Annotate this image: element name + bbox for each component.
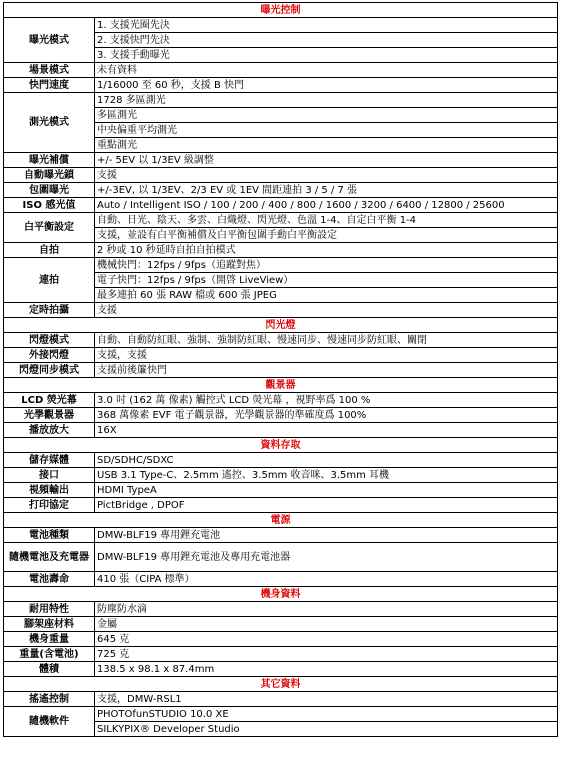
spec-row (4, 662, 558, 677)
spec-value: 725 克 (95, 647, 558, 662)
spec-value: 410 張（CIPA 標準） (95, 572, 558, 587)
spec-label: 播放放大 (4, 423, 95, 438)
spec-value: 自動、自動防紅眼、強制、強制防紅眼、慢速同步、慢速同步防紅眼、關閉 (95, 333, 558, 348)
spec-value: 自動、日光、陰天、多雲、白熾燈、閃光燈、色溫 1-4、自定白平衡 1-4 (95, 213, 558, 228)
spec-label: 閃燈同步模式 (4, 363, 95, 378)
spec-row (4, 78, 558, 93)
spec-label: 電池種類 (4, 528, 95, 543)
section-header-row (4, 513, 558, 528)
spec-label: 包圍曝光 (4, 183, 95, 198)
spec-row (4, 243, 558, 258)
spec-label: 外接閃燈 (4, 348, 95, 363)
spec-table (3, 2, 558, 737)
spec-value: 防塵防水滴 (95, 602, 558, 617)
spec-value: 機械快門：12fps / 9fps（追蹤對焦） (95, 258, 558, 273)
spec-label: 腳架座材料 (4, 617, 95, 632)
spec-row (4, 63, 558, 78)
spec-label: 接口 (4, 468, 95, 483)
spec-row (4, 408, 558, 423)
spec-value: 支援前後簾快門 (95, 363, 558, 378)
spec-row (4, 333, 558, 348)
spec-label: 場景模式 (4, 63, 95, 78)
section-title: 觀景器 (4, 378, 558, 393)
spec-label: 自拍 (4, 243, 95, 258)
spec-value: PictBridge , DPOF (95, 498, 558, 513)
spec-row (4, 168, 558, 183)
spec-value: 1728 多區測光 (95, 93, 558, 108)
spec-label: 光學觀景器 (4, 408, 95, 423)
spec-row (4, 543, 558, 572)
section-title: 資料存取 (4, 438, 558, 453)
spec-label: 白平衡設定 (4, 213, 95, 243)
spec-row (4, 453, 558, 468)
spec-value: HDMI TypeA (95, 483, 558, 498)
spec-value: 1/16000 至 60 秒，支援 B 快門 (95, 78, 558, 93)
spec-row (4, 183, 558, 198)
spec-row (4, 213, 558, 228)
spec-row (4, 692, 558, 707)
spec-value: 2 秒或 10 秒延時自拍自拍模式 (95, 243, 558, 258)
spec-label: 儲存媒體 (4, 453, 95, 468)
spec-row (4, 632, 558, 647)
spec-label: 曝光補償 (4, 153, 95, 168)
spec-value: SILKYPIX® Developer Studio (95, 722, 558, 737)
spec-label: 閃燈模式 (4, 333, 95, 348)
spec-row (4, 348, 558, 363)
spec-row (4, 468, 558, 483)
spec-row (4, 198, 558, 213)
spec-value: DMW-BLF19 專用鋰充電池及專用充電池器 (95, 543, 558, 572)
spec-value: 未有資料 (95, 63, 558, 78)
spec-value: 16X (95, 423, 558, 438)
spec-row (4, 363, 558, 378)
spec-label: 連拍 (4, 258, 95, 303)
spec-value: 金屬 (95, 617, 558, 632)
spec-value: 1. 支援光圈先決 (95, 18, 558, 33)
spec-value: +/-3EV, 以 1/3EV、2/3 EV 或 1EV 間距連拍 3 / 5 / 7 張 (95, 183, 558, 198)
spec-label: 測光模式 (4, 93, 95, 153)
spec-value: 支援，支援 (95, 348, 558, 363)
spec-value: 支援，DMW-RSL1 (95, 692, 558, 707)
spec-value: 138.5 x 98.1 x 87.4mm (95, 662, 558, 677)
spec-value: 支援 (95, 303, 558, 318)
spec-row (4, 258, 558, 273)
spec-value: 電子快門：12fps / 9fps（開啓 LiveView） (95, 273, 558, 288)
spec-row (4, 572, 558, 587)
spec-row (4, 707, 558, 722)
spec-value: SD/SDHC/SDXC (95, 453, 558, 468)
section-header-row (4, 677, 558, 692)
spec-label: 打印協定 (4, 498, 95, 513)
section-header-row (4, 587, 558, 602)
spec-label: 隨機電池及充電器 (4, 543, 95, 572)
spec-label: 定時拍攝 (4, 303, 95, 318)
spec-value: PHOTOfunSTUDIO 10.0 XE (95, 707, 558, 722)
spec-row (4, 617, 558, 632)
spec-row (4, 153, 558, 168)
section-title: 電源 (4, 513, 558, 528)
section-header-row (4, 438, 558, 453)
spec-label: 重量(含電池) (4, 647, 95, 662)
spec-label: 視頻輸出 (4, 483, 95, 498)
spec-row (4, 393, 558, 408)
spec-label: 曝光模式 (4, 18, 95, 63)
spec-value: 645 克 (95, 632, 558, 647)
section-title: 曝光控制 (4, 3, 558, 18)
spec-row (4, 647, 558, 662)
spec-value: Auto / Intelligent ISO / 100 / 200 / 400 / 800 / 1600 / 3200 / 6400 / 12800 / 25600 (95, 198, 558, 213)
section-header-row (4, 3, 558, 18)
spec-row (4, 602, 558, 617)
spec-value: 最多連拍 60 張 RAW 檔或 600 張 JPEG (95, 288, 558, 303)
spec-label: 體積 (4, 662, 95, 677)
spec-label: 電池壽命 (4, 572, 95, 587)
spec-label: ISO 感光值 (4, 198, 95, 213)
spec-value: 2. 支援快門先決 (95, 33, 558, 48)
spec-row (4, 18, 558, 33)
spec-row (4, 303, 558, 318)
spec-label: 自動曝光鎖 (4, 168, 95, 183)
spec-value: 3.0 吋 (162 萬 像素) 觸控式 LCD 熒光幕 ，視野率爲 100 % (95, 393, 558, 408)
spec-value: USB 3.1 Type-C、2.5mm 遙控、3.5mm 收音咪、3.5mm 耳機 (95, 468, 558, 483)
spec-value: 重點測光 (95, 138, 558, 153)
spec-label: 機身重量 (4, 632, 95, 647)
spec-label: 隨機軟件 (4, 707, 95, 737)
section-title: 其它資料 (4, 677, 558, 692)
spec-value: DMW-BLF19 專用鋰充電池 (95, 528, 558, 543)
spec-value: 中央偏重平均測光 (95, 123, 558, 138)
spec-label: 耐用特性 (4, 602, 95, 617)
spec-label: LCD 熒光幕 (4, 393, 95, 408)
spec-value: 多區測光 (95, 108, 558, 123)
section-header-row (4, 318, 558, 333)
spec-value: 支援，並設有白平衡補償及白平衡包圍手動白平衡設定 (95, 228, 558, 243)
section-title: 閃光燈 (4, 318, 558, 333)
spec-row (4, 498, 558, 513)
spec-table-body (4, 3, 558, 737)
section-title: 機身資料 (4, 587, 558, 602)
spec-value: 3. 支援手動曝光 (95, 48, 558, 63)
section-header-row (4, 378, 558, 393)
spec-row (4, 528, 558, 543)
spec-row (4, 93, 558, 108)
spec-value: 支援 (95, 168, 558, 183)
spec-label: 快門速度 (4, 78, 95, 93)
spec-label: 搖遙控制 (4, 692, 95, 707)
spec-row (4, 483, 558, 498)
spec-value: +/- 5EV 以 1/3EV 級調整 (95, 153, 558, 168)
spec-row (4, 423, 558, 438)
spec-value: 368 萬像素 EVF 電子觀景器，光學觀景器的準確度爲 100% (95, 408, 558, 423)
